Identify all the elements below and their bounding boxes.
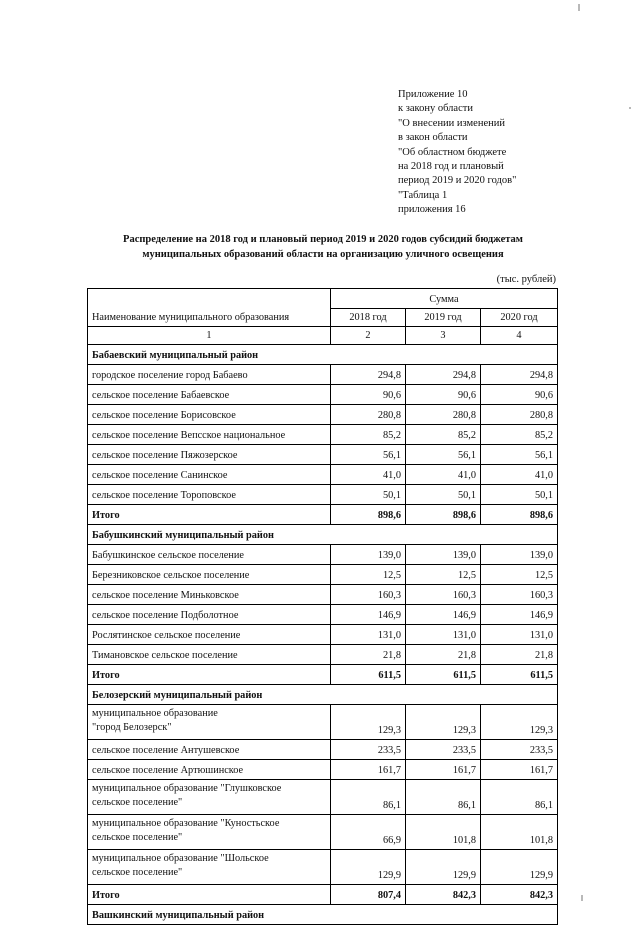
- municipality-name-cell: сельское поселение Миньковское: [88, 585, 331, 605]
- municipality-name-cell: Тимановское сельское поселение: [88, 645, 331, 665]
- col-number-1: 1: [88, 327, 331, 345]
- amount-cell-year-2018: 85,2: [331, 425, 406, 445]
- district-header-row: [88, 525, 558, 545]
- amount-cell-year-2019: 131,0: [406, 625, 481, 645]
- municipality-name-cell: сельское поселение Тороповское: [88, 485, 331, 505]
- table-row: [88, 545, 558, 565]
- amount-cell-year-2018: 280,8: [331, 405, 406, 425]
- district-total-row: [88, 505, 558, 525]
- appendix-line-5: "Об областном бюджете: [398, 146, 507, 158]
- table-body: [88, 345, 558, 925]
- title-line-1: Распределение на 2018 год и плановый период 2019 и 2020 годов субсидий бюджетам: [123, 234, 523, 245]
- table-row: [88, 645, 558, 665]
- municipality-name-cell: муниципальное образование "город Белозерск": [88, 705, 331, 740]
- table-row: [88, 405, 558, 425]
- table-row: [88, 740, 558, 760]
- amount-cell-year-2018: 21,8: [331, 645, 406, 665]
- header-municipality-name: Наименование муниципального образования: [88, 289, 331, 327]
- amount-cell-year-2019: 294,8: [406, 365, 481, 385]
- appendix-line-1: Приложение 10: [398, 89, 468, 100]
- district-header-row: [88, 905, 558, 925]
- table-row: [88, 385, 558, 405]
- appendix-line-6: на 2018 год и плановый: [398, 161, 504, 173]
- total-label: Итого: [88, 665, 331, 685]
- amount-cell-year-2020: 146,9: [481, 605, 558, 625]
- municipality-name-cell: сельское поселение Санинское: [88, 465, 331, 485]
- table-row: [88, 625, 558, 645]
- municipality-name-cell: муниципальное образование "Глушковское сельское поселение": [88, 780, 331, 815]
- amount-cell-year-2020: 101,8: [481, 815, 558, 850]
- municipality-name-cell: сельское поселение Подболотное: [88, 605, 331, 625]
- amount-cell-year-2019: 160,3: [406, 585, 481, 605]
- amount-cell-year-2019: 90,6: [406, 385, 481, 405]
- table-row: [88, 565, 558, 585]
- amount-cell-year-2018: 12,5: [331, 565, 406, 585]
- municipality-name-cell: Рослятинское сельское поселение: [88, 625, 331, 645]
- amount-cell-year-2020: 129,3: [481, 705, 558, 740]
- total-amount-year-2019: 611,5: [406, 665, 481, 685]
- table-row: [88, 585, 558, 605]
- amount-cell-year-2020: 12,5: [481, 565, 558, 585]
- amount-cell-year-2019: 21,8: [406, 645, 481, 665]
- scan-artifact: [629, 107, 631, 109]
- amount-cell-year-2020: 21,8: [481, 645, 558, 665]
- appendix-reference-block: [398, 88, 598, 218]
- total-amount-year-2020: 611,5: [481, 665, 558, 685]
- col-number-4: 4: [481, 327, 558, 345]
- amount-cell-year-2018: 129,9: [331, 850, 406, 885]
- amount-cell-year-2020: 41,0: [481, 465, 558, 485]
- total-label: Итого: [88, 885, 331, 905]
- title-line-2: муниципальных образований области на организацию уличного освещения: [142, 248, 504, 260]
- amount-cell-year-2019: 86,1: [406, 780, 481, 815]
- amount-cell-year-2018: 294,8: [331, 365, 406, 385]
- units-note: (тыс. рублей): [496, 274, 556, 285]
- amount-cell-year-2018: 139,0: [331, 545, 406, 565]
- table-row: [88, 365, 558, 385]
- municipality-name-cell: муниципальное образование "Шольское сельское поселение": [88, 850, 331, 885]
- appendix-line-9: приложения 16: [398, 204, 466, 216]
- header-sum-group: Сумма: [331, 289, 558, 309]
- table-row: [88, 485, 558, 505]
- table-row: [88, 815, 558, 850]
- amount-cell-year-2020: 294,8: [481, 365, 558, 385]
- appendix-line-8: "Таблица 1: [398, 189, 448, 201]
- municipality-name-cell: сельское поселение Артюшинское: [88, 760, 331, 780]
- amount-cell-year-2020: 86,1: [481, 780, 558, 815]
- header-year-2019: 2019 год: [406, 309, 481, 327]
- district-total-row: [88, 665, 558, 685]
- municipality-name-cell: городское поселение город Бабаево: [88, 365, 331, 385]
- table-head: [88, 289, 558, 345]
- table-row: [88, 445, 558, 465]
- total-amount-year-2020: 898,6: [481, 505, 558, 525]
- district-name: Вашкинский муниципальный район: [88, 905, 558, 925]
- table-row: [88, 760, 558, 780]
- municipality-name-cell: Березниковское сельское поселение: [88, 565, 331, 585]
- amount-cell-year-2018: 66,9: [331, 815, 406, 850]
- municipality-name-cell: Бабушкинское сельское поселение: [88, 545, 331, 565]
- amount-cell-year-2018: 56,1: [331, 445, 406, 465]
- appendix-line-2: к закону области: [398, 103, 473, 115]
- total-amount-year-2018: 611,5: [331, 665, 406, 685]
- municipality-name-cell: сельское поселение Антушевское: [88, 740, 331, 760]
- amount-cell-year-2020: 129,9: [481, 850, 558, 885]
- municipality-name-cell: муниципальное образование "Куностьское сельское поселение": [88, 815, 331, 850]
- amount-cell-year-2019: 129,3: [406, 705, 481, 740]
- district-name: Бабушкинский муниципальный район: [88, 525, 558, 545]
- scan-artifact: [581, 895, 583, 901]
- subsidy-distribution-table: [87, 288, 558, 925]
- municipality-name-cell: сельское поселение Пяжозерское: [88, 445, 331, 465]
- amount-cell-year-2019: 129,9: [406, 850, 481, 885]
- scan-artifact: [578, 4, 580, 11]
- subsidy-distribution-table-wrapper: [87, 288, 557, 925]
- table-row: [88, 465, 558, 485]
- amount-cell-year-2019: 280,8: [406, 405, 481, 425]
- amount-cell-year-2018: 131,0: [331, 625, 406, 645]
- col-number-3: 3: [406, 327, 481, 345]
- amount-cell-year-2019: 161,7: [406, 760, 481, 780]
- header-row-top: [88, 289, 558, 309]
- district-name: Белозерский муниципальный район: [88, 685, 558, 705]
- appendix-line-3: "О внесении изменений: [398, 117, 505, 129]
- municipality-name-cell: сельское поселение Бабаевское: [88, 385, 331, 405]
- amount-cell-year-2018: 86,1: [331, 780, 406, 815]
- amount-cell-year-2018: 50,1: [331, 485, 406, 505]
- district-header-row: [88, 345, 558, 365]
- amount-cell-year-2020: 139,0: [481, 545, 558, 565]
- amount-cell-year-2019: 41,0: [406, 465, 481, 485]
- appendix-line-4: в закон области: [398, 132, 468, 144]
- amount-cell-year-2020: 85,2: [481, 425, 558, 445]
- amount-cell-year-2018: 41,0: [331, 465, 406, 485]
- amount-cell-year-2020: 56,1: [481, 445, 558, 465]
- amount-cell-year-2019: 50,1: [406, 485, 481, 505]
- amount-cell-year-2018: 146,9: [331, 605, 406, 625]
- total-amount-year-2020: 842,3: [481, 885, 558, 905]
- total-amount-year-2018: 898,6: [331, 505, 406, 525]
- district-header-row: [88, 685, 558, 705]
- total-amount-year-2019: 842,3: [406, 885, 481, 905]
- table-row: [88, 425, 558, 445]
- district-name: Бабаевский муниципальный район: [88, 345, 558, 365]
- appendix-line-7: период 2019 и 2020 годов": [398, 175, 517, 187]
- amount-cell-year-2020: 233,5: [481, 740, 558, 760]
- header-year-2020: 2020 год: [481, 309, 558, 327]
- amount-cell-year-2019: 139,0: [406, 545, 481, 565]
- municipality-name-cell: сельское поселение Борисовское: [88, 405, 331, 425]
- table-row: [88, 605, 558, 625]
- total-amount-year-2019: 898,6: [406, 505, 481, 525]
- amount-cell-year-2019: 12,5: [406, 565, 481, 585]
- amount-cell-year-2019: 56,1: [406, 445, 481, 465]
- amount-cell-year-2020: 161,7: [481, 760, 558, 780]
- total-label: Итого: [88, 505, 331, 525]
- amount-cell-year-2020: 160,3: [481, 585, 558, 605]
- total-amount-year-2018: 807,4: [331, 885, 406, 905]
- amount-cell-year-2020: 50,1: [481, 485, 558, 505]
- amount-cell-year-2018: 161,7: [331, 760, 406, 780]
- col-number-2: 2: [331, 327, 406, 345]
- header-row-numbering: [88, 327, 558, 345]
- amount-cell-year-2019: 233,5: [406, 740, 481, 760]
- table-row: [88, 850, 558, 885]
- table-row: [88, 780, 558, 815]
- table-row: [88, 705, 558, 740]
- amount-cell-year-2018: 129,3: [331, 705, 406, 740]
- amount-cell-year-2019: 146,9: [406, 605, 481, 625]
- header-year-2018: 2018 год: [331, 309, 406, 327]
- amount-cell-year-2018: 160,3: [331, 585, 406, 605]
- amount-cell-year-2020: 131,0: [481, 625, 558, 645]
- district-total-row: [88, 885, 558, 905]
- amount-cell-year-2018: 233,5: [331, 740, 406, 760]
- amount-cell-year-2019: 101,8: [406, 815, 481, 850]
- amount-cell-year-2019: 85,2: [406, 425, 481, 445]
- amount-cell-year-2020: 90,6: [481, 385, 558, 405]
- amount-cell-year-2020: 280,8: [481, 405, 558, 425]
- amount-cell-year-2018: 90,6: [331, 385, 406, 405]
- municipality-name-cell: сельское поселение Вепсское национальное: [88, 425, 331, 445]
- document-title: [88, 233, 558, 262]
